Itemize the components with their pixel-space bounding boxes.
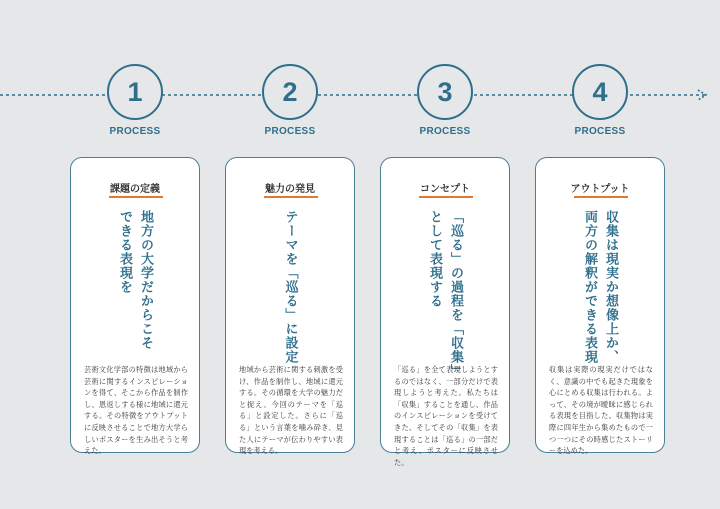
step-number-circle [417, 64, 473, 120]
step-number: 1 [127, 76, 143, 107]
step-4-card [535, 157, 665, 456]
step-number: 3 [437, 76, 453, 107]
card-body-text: 収集は実際の現実だけではなく、意識の中でも起きた現象を心にとめる収集は行われる。よって、その境が曖昧に感じられる表現を目指した。収集物は実際に四年生から集めたもので一つ一つにその時感じたストーリーを込めた。 [549, 365, 653, 456]
step-number-circle [572, 64, 628, 120]
card-title: アウトプット [570, 184, 630, 195]
card-vertical-heading: 「巡る」の過程を「収集」 として表現する [427, 210, 463, 378]
process-label: PROCESS [264, 126, 316, 137]
step-number: 2 [282, 76, 298, 107]
step-3-header [405, 64, 485, 137]
card-body-text: 「巡る」を全て表現しようとするのではなく、一部分だけで表現しようと考えた。私たちは「収集」することを通し、作品のインスピレーションを受けてきた。そしてその「収集」を表現することは「巡る」の一部だと考え、ポスターに反映させた。 [394, 365, 498, 467]
card-title: 課題の定義 [110, 184, 160, 195]
step-number: 4 [592, 76, 608, 107]
card-vertical-heading: 地方の大学だからこそ できる表現を [117, 210, 153, 350]
step-2-header [250, 64, 330, 137]
card-vertical-heading: 収集は現実か想像上か、 両方の解釈ができる表現 [582, 210, 618, 364]
card-body-text: 地域から芸術に関する刺激を受け、作品を制作し、地域に還元する。その循環を大学の魅力だと捉え、今回のテーマを「巡る」と設定した。さらに「巡る」という言葉を噛み砕き、見た人にテーマが伝わりやすい表現を考える。 [239, 365, 343, 456]
title-underline [109, 196, 163, 198]
step-1-header [95, 64, 175, 137]
title-underline [574, 196, 628, 198]
step-4-header [560, 64, 640, 137]
card-body-text: 芸術文化学部の特徴は地域から芸術に関するインスピレーションを得て、そこから作品を制作し、恩返しする様に地域に還元する。その特徴をアウトプットに反映させることで地方大学らしいポスターを生み出そうと考えた。 [84, 365, 188, 456]
card-vertical-heading: テーマを「巡る」に設定 [282, 210, 298, 364]
card-title: コンセプト [420, 184, 470, 195]
process-label: PROCESS [419, 126, 471, 137]
step-number-circle [262, 64, 318, 120]
step-number-circle [107, 64, 163, 120]
process-label: PROCESS [574, 126, 626, 137]
process-label: PROCESS [109, 126, 161, 137]
step-2-card [225, 157, 355, 456]
title-underline [264, 196, 318, 198]
step-3-card [380, 157, 510, 467]
title-underline [419, 196, 473, 198]
step-1-card [70, 157, 200, 456]
card-title: 魅力の発見 [265, 184, 315, 195]
